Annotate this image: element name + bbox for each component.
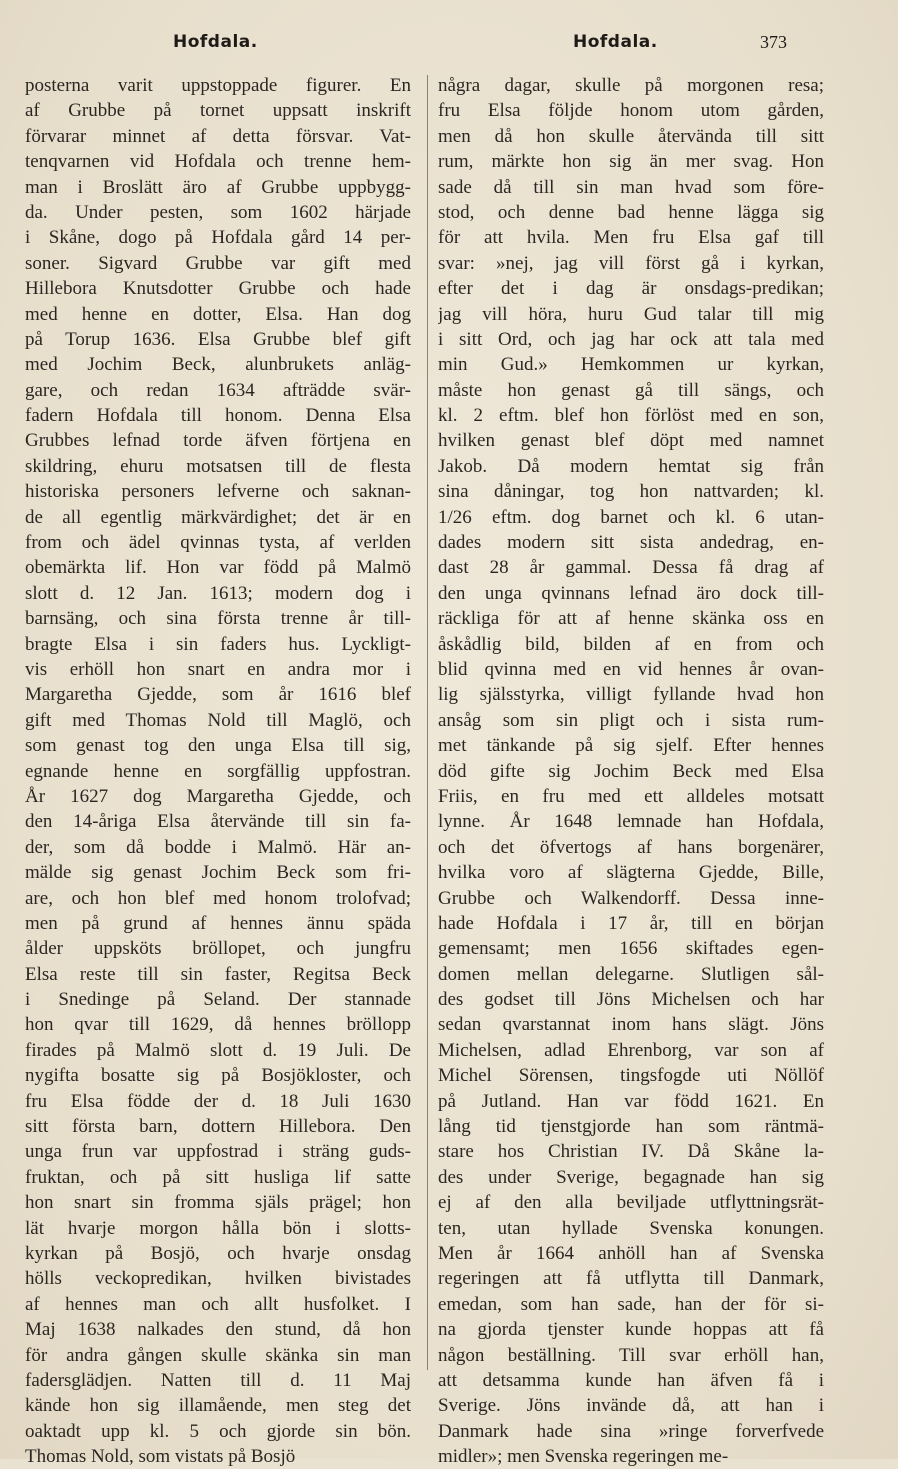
text-line: med Jochim Beck, alunbrukets anläg- bbox=[25, 354, 411, 376]
text-line: Thomas Nold, som vistats på Bosjö bbox=[25, 1446, 296, 1468]
text-line: sina dåningar, tog hon nattvarden; kl. bbox=[438, 481, 824, 503]
text-line: Men år 1664 anhöll han af Svenska bbox=[438, 1242, 824, 1264]
text-line: der, som då bodde i Malmö. Här an- bbox=[25, 836, 411, 858]
text-line: Danmark hade sina »ringe forverfvede bbox=[438, 1420, 824, 1442]
text-line: lynne. År 1648 lemnade han Hofdala, bbox=[438, 811, 824, 833]
text-line: egnande henne en sorgfällig uppfostran. bbox=[25, 760, 411, 782]
text-line: jag vill höra, huru Gud talar till mig bbox=[438, 303, 824, 325]
text-line: Jakob. Då modern hemtat sig från bbox=[438, 455, 824, 477]
text-line: gift med Thomas Nold till Maglö, och bbox=[25, 709, 411, 731]
text-line: ansåg som sin pligt och i sista rum- bbox=[438, 709, 824, 731]
text-line: slott d. 12 Jan. 1613; modern dog i bbox=[25, 582, 411, 604]
text-line: rum, märkte hon sig än mer svag. Hon bbox=[438, 151, 824, 173]
text-line: regeringen att få utflytta till Danmark, bbox=[438, 1268, 824, 1290]
text-line: hon snart sin fromma själs prägel; hon bbox=[25, 1192, 411, 1214]
text-line: lig själsstyrka, villigt fyllande hvad hon bbox=[438, 684, 824, 706]
right-column bbox=[438, 73, 824, 1469]
text-line: stare hos Christian IV. Då Skåne la- bbox=[438, 1141, 824, 1163]
text-line: År 1627 dog Margaretha Gjedde, och bbox=[25, 785, 411, 807]
text-line: tenqvarnen vid Hofdala och trenne hem- bbox=[25, 151, 411, 173]
text-line: posterna varit uppstoppade figurer. En bbox=[25, 75, 411, 96]
text-line: da. Under pesten, som 1602 härjade bbox=[25, 201, 411, 223]
text-line: vis erhöll hon snart en andra mor i bbox=[25, 658, 411, 680]
text-line: att detsamma kunde han äfven få i bbox=[438, 1369, 824, 1391]
text-line: kl. 2 eftm. blef hon förlöst med en son, bbox=[438, 405, 824, 427]
text-line: i Skåne, dogo på Hofdala gård 14 per- bbox=[25, 227, 411, 249]
text-line: död gifte sig Jochim Beck med Elsa bbox=[438, 760, 824, 782]
text-line: Maj 1638 nalkades den stund, då hon bbox=[25, 1319, 411, 1341]
page-number: 373 bbox=[760, 32, 787, 52]
text-line: kyrkan på Bosjö, och hvarje onsdag bbox=[25, 1242, 411, 1264]
text-line: och det öfvertogs af hans borgenärer, bbox=[438, 836, 824, 858]
text-line: Grubbe och Walkendorff. Dessa inne- bbox=[438, 887, 824, 909]
text-line: någon beställning. Till svar erhöll han, bbox=[438, 1344, 824, 1366]
text-line: midler»; men Svenska regeringen me- bbox=[438, 1446, 729, 1468]
running-head-left: Hofdala. bbox=[173, 32, 258, 52]
text-line: Hillebora Knutsdotter Grubbe och hade bbox=[25, 278, 411, 300]
text-line: Michel Sörensen, tingsfogde uti Nöllöf bbox=[438, 1065, 824, 1087]
text-line: emedan, som han sade, han der för si- bbox=[438, 1293, 824, 1315]
text-line: ej af den alla beviljade utflyttningsrät- bbox=[438, 1192, 824, 1214]
column-divider bbox=[427, 75, 428, 1370]
text-line: måste hon genast gå till sängs, och bbox=[438, 379, 824, 401]
text-line: Friis, en fru med ett alldeles motsatt bbox=[438, 785, 824, 807]
text-line: man i Broslätt äro af Grubbe uppbygg- bbox=[25, 176, 411, 198]
text-line: bragte Elsa i sin faders hus. Lyckligt- bbox=[25, 633, 411, 655]
text-line: sitt första barn, dottern Hillebora. Den bbox=[25, 1116, 411, 1138]
text-line: gare, och redan 1634 afträdde svär- bbox=[25, 379, 411, 401]
text-line: firades på Malmö slott d. 19 Juli. De bbox=[25, 1039, 411, 1061]
running-head-right: Hofdala. bbox=[573, 32, 658, 52]
text-line: Michelsen, adlad Ehrenborg, var son af bbox=[438, 1039, 824, 1061]
text-line: hvilka voro af slägterna Gjedde, Bille, bbox=[438, 862, 824, 884]
text-line: des under Sverige, begagnade han sig bbox=[438, 1166, 824, 1188]
text-line: Elsa reste till sin faster, Regitsa Beck bbox=[25, 963, 411, 985]
text-line: unga frun var uppfostrad i sträng guds- bbox=[25, 1141, 411, 1163]
text-line: hade Hofdala i 17 år, till en början bbox=[438, 912, 824, 934]
text-line: Margaretha Gjedde, som år 1616 blef bbox=[25, 684, 411, 706]
text-line: dast 28 år gammal. Dessa få drag af bbox=[438, 557, 824, 579]
text-line: are, och hon blef med honom trolofvad; bbox=[25, 887, 411, 909]
text-line: blid qvinna med en vid hennes år ovan- bbox=[438, 658, 824, 680]
text-line: sade då till sin man hvad som före- bbox=[438, 176, 824, 198]
text-line: för att hvila. Men fru Elsa gaf till bbox=[438, 227, 824, 249]
text-line: soner. Sigvard Grubbe var gift med bbox=[25, 252, 411, 274]
text-line: fadern Hofdala till honom. Denna Elsa bbox=[25, 405, 411, 427]
text-line: med henne en dotter, Elsa. Han dog bbox=[25, 303, 411, 325]
text-line: Grubbes lefnad torde äfven förtjena en bbox=[25, 430, 411, 452]
text-line: sedan qvarstannat inom hans slägt. Jöns bbox=[438, 1014, 824, 1036]
text-line: hölls veckopredikan, hvilken bivistades bbox=[25, 1268, 411, 1290]
text-line: na gjorda tjenster kunde hoppas att få bbox=[438, 1319, 824, 1341]
text-line: hvilken genast blef döpt med namnet bbox=[438, 430, 824, 452]
text-line: den 14-åriga Elsa återvände till sin fa- bbox=[25, 811, 411, 833]
text-line: fru Elsa födde der d. 18 Juli 1630 bbox=[25, 1090, 411, 1112]
left-column bbox=[25, 73, 411, 1469]
text-line: 1/26 eftm. dog barnet och kl. 6 utan- bbox=[438, 506, 824, 528]
text-line: ålder uppsköts bröllopet, och jungfru bbox=[25, 938, 411, 960]
text-line: stod, och denne bad henne lägga sig bbox=[438, 201, 824, 223]
text-line: fadersglädjen. Natten till d. 11 Maj bbox=[25, 1369, 411, 1391]
text-line: men då hon skulle återvända till sitt bbox=[438, 125, 824, 147]
text-line: som genast tog den unga Elsa till sig, bbox=[25, 735, 411, 757]
text-line: den unga qvinnans lefnad äro dock till- bbox=[438, 582, 824, 604]
text-line: de all egentlig märkvärdighet; det är en bbox=[25, 506, 411, 528]
text-line: af Grubbe på tornet uppsatt inskrift bbox=[25, 100, 411, 122]
text-line: historiska personers lefverne och saknan- bbox=[25, 481, 411, 503]
text-line: fruktan, och på sitt husliga lif satte bbox=[25, 1166, 411, 1188]
text-line: efter det i dag är onsdags-predikan; bbox=[438, 278, 824, 300]
text-line: obemärkta lif. Hon var född på Malmö bbox=[25, 557, 411, 579]
text-line: oaktadt upp kl. 5 och gjorde sin bön. bbox=[25, 1420, 411, 1442]
text-line: räckliga för att af henne skänka oss en bbox=[438, 608, 824, 630]
text-line: några dagar, skulle på morgonen resa; bbox=[438, 75, 824, 96]
text-line: på Torup 1636. Elsa Grubbe blef gift bbox=[25, 328, 411, 350]
text-line: from och ädel qvinnas tysta, af verlden bbox=[25, 532, 411, 554]
text-line: met tänkande på sig sjelf. Efter hennes bbox=[438, 735, 824, 757]
text-line: lång tid tjenstgjorde han som räntmä- bbox=[438, 1116, 824, 1138]
text-line: i sitt Ord, och jag har ock att tala med bbox=[438, 328, 824, 350]
text-line: min Gud.» Hemkommen ur kyrkan, bbox=[438, 354, 824, 376]
text-line: ten, utan hyllade Svenska konungen. bbox=[438, 1217, 824, 1239]
text-line: domen mellan delegarne. Slutligen sål- bbox=[438, 963, 824, 985]
text-line: lät hvarje morgon hålla bön i slotts- bbox=[25, 1217, 411, 1239]
page-header bbox=[0, 32, 898, 62]
text-line: af hennes man och allt husfolket. I bbox=[25, 1293, 411, 1315]
text-line: förvarar minnet af detta försvar. Vat- bbox=[25, 125, 411, 147]
text-line: kände hon sig illamående, men steg det bbox=[25, 1395, 411, 1417]
text-line: des godset till Jöns Michelsen och har bbox=[438, 989, 824, 1011]
text-line: åskådlig bild, bilden af en from och bbox=[438, 633, 824, 655]
text-line: svar: »nej, jag vill först gå i kyrkan, bbox=[438, 252, 824, 274]
text-line: gemensamt; men 1656 skiftades egen- bbox=[438, 938, 824, 960]
text-line: fru Elsa följde honom utom gården, bbox=[438, 100, 824, 122]
text-line: Sverige. Jöns invände då, att han i bbox=[438, 1395, 824, 1417]
text-line: för andra gången skulle skänka sin man bbox=[25, 1344, 411, 1366]
text-line: skildring, ehuru motsatsen till de flesta bbox=[25, 455, 411, 477]
text-line: nygifta bosatte sig på Bosjökloster, och bbox=[25, 1065, 411, 1087]
text-line: hon qvar till 1629, då hennes bröllopp bbox=[25, 1014, 411, 1036]
text-line: på Jutland. Han var född 1621. En bbox=[438, 1090, 824, 1112]
text-line: men på grund af hennes ännu späda bbox=[25, 912, 411, 934]
text-line: dades modern sitt sista andedrag, en- bbox=[438, 532, 824, 554]
text-line: barnsäng, och sina första trenne år till- bbox=[25, 608, 411, 630]
text-line: mälde sig genast Jochim Beck som fri- bbox=[25, 862, 411, 884]
text-line: i Snedinge på Seland. Der stannade bbox=[25, 989, 411, 1011]
